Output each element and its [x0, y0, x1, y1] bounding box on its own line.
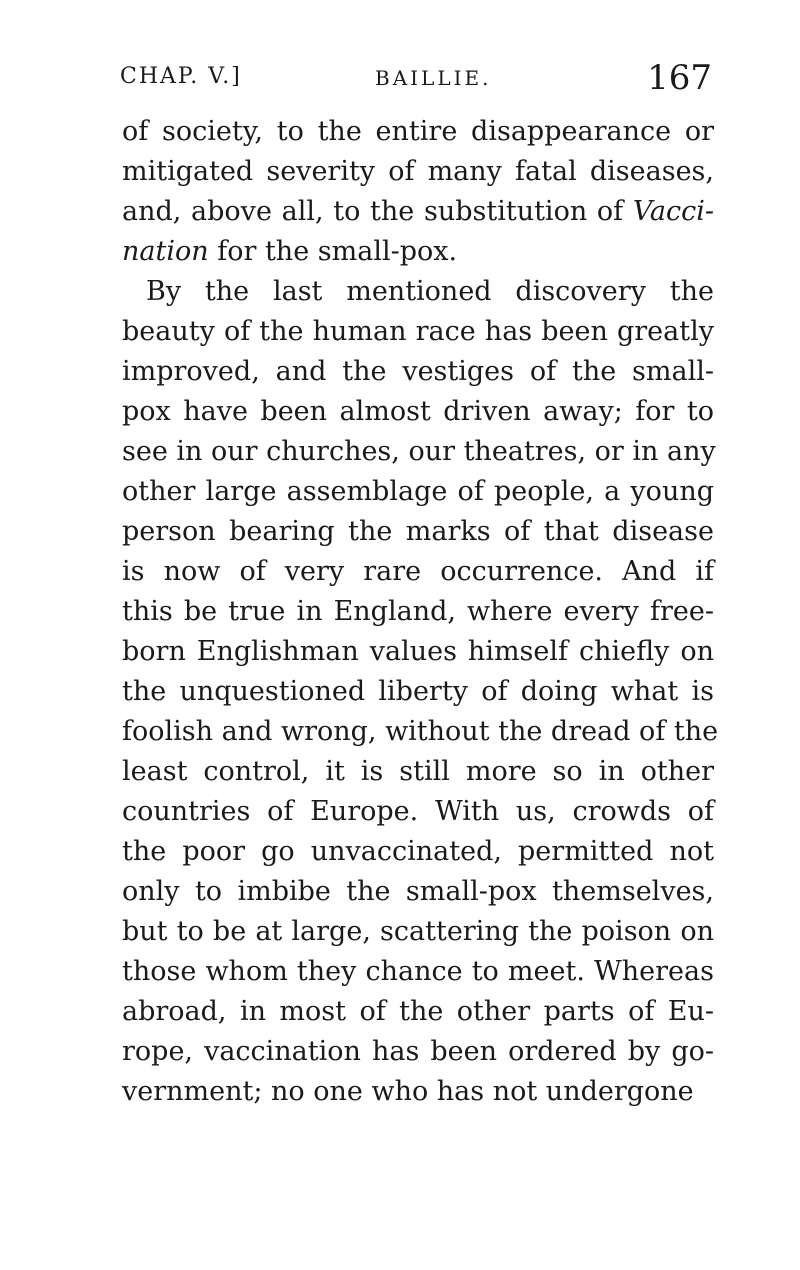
- text-line: beauty of the human race has been greatly: [122, 316, 714, 347]
- text-line: mitigated severity of many fatal diseases,: [122, 156, 714, 187]
- italic-term: nation: [122, 236, 209, 267]
- text-line: rope, vaccination has been ordered by go-: [122, 1036, 714, 1067]
- text-line: the poor go unvaccinated, permitted not: [122, 836, 714, 867]
- text-line: [122, 232, 714, 272]
- text-line: abroad, in most of the other parts of Eu-: [122, 996, 714, 1027]
- text-line: is now of very rare occurrence. And if: [122, 556, 714, 587]
- running-head: [120, 58, 712, 108]
- text-line: born Englishman values himself chiefly on: [122, 636, 714, 667]
- text-segment: for the small-pox.: [217, 236, 458, 267]
- text-line: improved, and the vestiges of the small-: [122, 356, 714, 387]
- italic-term: Vacci-: [632, 196, 714, 227]
- body-text: [122, 112, 719, 1112]
- text-line: the unquestioned liberty of doing what is: [122, 676, 714, 707]
- text-line: of society, to the entire disappearance or: [122, 116, 714, 147]
- text-line: see in our churches, our theatres, or in any: [122, 436, 716, 467]
- chapter-label: CHAP. V.]: [120, 64, 242, 89]
- text-line: countries of Europe. With us, crowds of: [122, 796, 714, 827]
- page-number: 167: [647, 58, 712, 98]
- text-line: foolish and wrong, without the dread of the: [122, 716, 719, 747]
- text-line: least control, it is still more so in other: [122, 756, 714, 787]
- running-title: BAILLIE.: [375, 66, 492, 90]
- text-line: only to imbibe the small-pox themselves,: [122, 876, 714, 907]
- text-line: person bearing the marks of that disease: [122, 516, 714, 547]
- text-line: but to be at large, scattering the poison on: [122, 916, 714, 947]
- text-line: vernment; no one who has not undergone: [122, 1076, 694, 1107]
- text-line: pox have been almost driven away; for to: [122, 396, 714, 427]
- text-line: those whom they chance to meet. Whereas: [122, 956, 714, 987]
- text-line: [122, 192, 714, 232]
- paragraph-first-line: By the last mentioned discovery the: [146, 276, 714, 307]
- text-line: other large assemblage of people, a young: [122, 476, 714, 507]
- text-segment: and, above all, to the substitution of: [122, 196, 624, 227]
- text-line: this be true in England, where every free-: [122, 596, 714, 627]
